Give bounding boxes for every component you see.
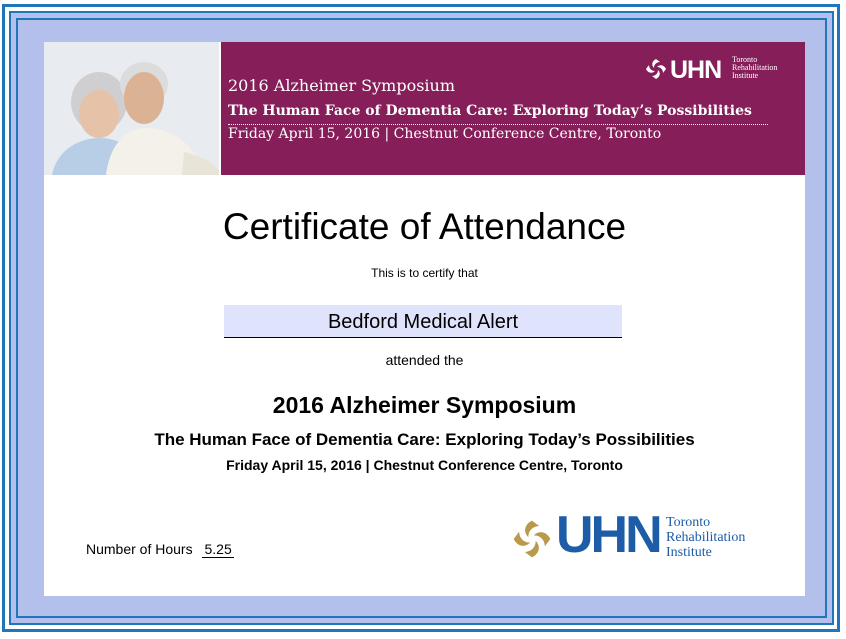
event-date-location: Friday April 15, 2016 | Chestnut Conference Centre, Toronto	[226, 457, 623, 473]
event-subtitle: The Human Face of Dementia Care: Exploring Today’s Possibilities	[154, 430, 695, 449]
institute-line-2: Rehabilitation	[732, 63, 778, 72]
hours-label: Number of Hours	[86, 541, 193, 557]
uhn-swirl-icon	[644, 57, 668, 81]
footer-institute-line-1: Toronto	[666, 515, 711, 530]
footer-institute-line-3: Institute	[666, 545, 712, 560]
uhn-footer-logo-text: UHN	[556, 506, 660, 564]
hours-row	[86, 541, 234, 558]
recipient-name-field[interactable]: Bedford Medical Alert	[224, 305, 622, 338]
institute-line-1: Toronto	[732, 55, 758, 64]
banner-dotted-rule	[228, 124, 768, 125]
banner-subtitle: The Human Face of Dementia Care: Exploring Today’s Possibilities	[228, 103, 752, 119]
attended-text: attended the	[385, 352, 464, 368]
certificate-paper	[44, 42, 805, 596]
uhn-logo-footer	[510, 506, 770, 567]
footer-institute-line-2: Rehabilitation	[666, 530, 746, 545]
footer-institute-name	[666, 515, 745, 560]
elderly-couple-illustration	[44, 42, 219, 175]
elderly-couple-photo	[44, 42, 219, 175]
institute-line-3: Institute	[732, 71, 759, 80]
banner-date-location: Friday April 15, 2016 | Chestnut Conference Centre, Toronto	[228, 126, 662, 142]
event-title: 2016 Alzheimer Symposium	[272, 392, 577, 418]
hours-value-field[interactable]: 5.25	[204, 541, 232, 557]
uhn-logo-text: UHN	[670, 56, 722, 84]
uhn-swirl-gold-icon	[510, 517, 554, 561]
institute-name	[732, 56, 777, 80]
certify-text: This is to certify that	[371, 266, 478, 280]
banner-divider	[219, 42, 221, 175]
banner-title: 2016 Alzheimer Symposium	[228, 76, 456, 95]
header-banner	[44, 42, 805, 175]
certificate-title: Certificate of Attendance	[222, 206, 627, 247]
